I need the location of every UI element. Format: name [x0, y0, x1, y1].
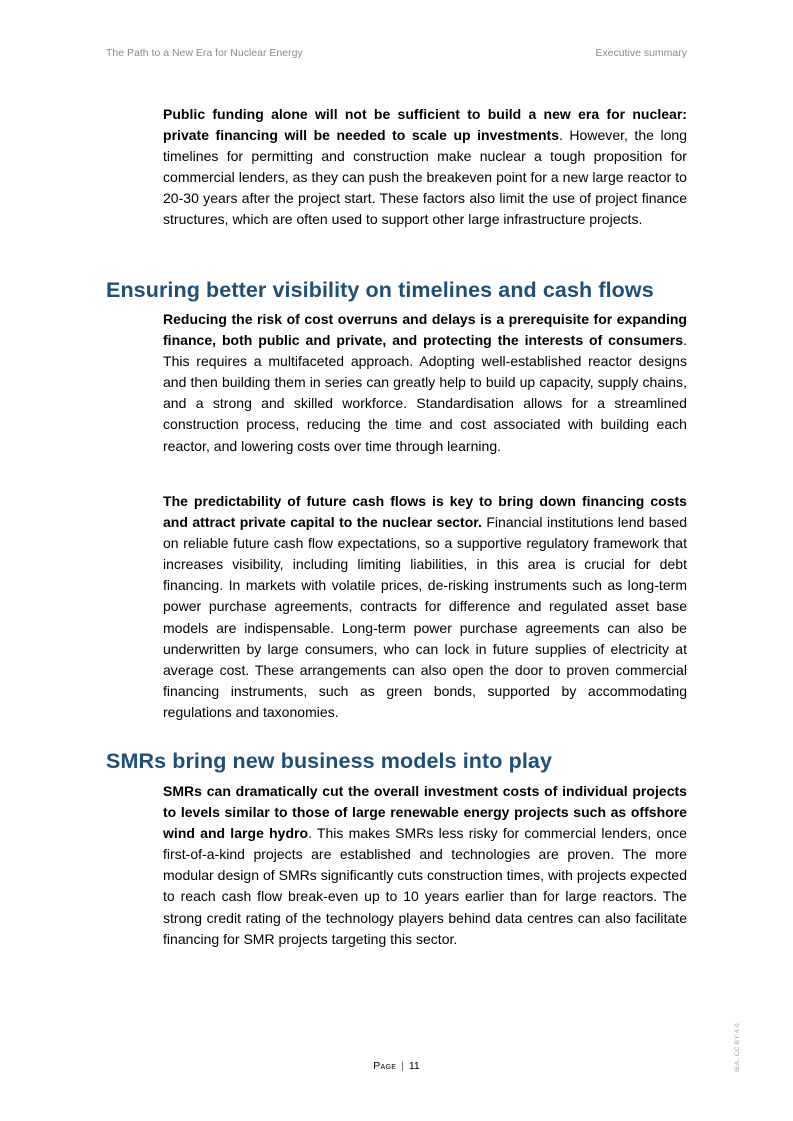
paragraph-lead-bold: Reducing the risk of cost overruns and delays is a prerequisite for expanding finance, both public and private, and protecting the interests of consumers	[163, 311, 687, 349]
paragraph-cost-overruns	[163, 309, 687, 457]
section-heading-visibility: Ensuring better visibility on timelines and cash flows	[106, 278, 654, 302]
paragraph-lead-bold: Public funding alone will not be sufficient to build a new era for nuclear: private financing will be needed to scale up investments	[163, 106, 687, 144]
paragraph-body: . This makes SMRs less risky for commercial lenders, once first-of-a-kind projects are established and technologies are proven. The more modular design of SMRs significantly cuts construction times, with projects expected to reach cash flow break-even up to 10 years earlier than for large reactors. The strong credit rating of the technology players behind data centres can also facilitate financing for SMR projects targeting this sector.	[163, 825, 687, 947]
page-number: 11	[408, 1060, 420, 1072]
paragraph-body: . However, the long timelines for permitting and construction make nuclear a tough proposition for commercial lenders, as they can push the breakeven point for a new large reactor to 20-30 years after the project start. These factors also limit the use of project finance structures, which are often used to support other large infrastructure projects.	[163, 127, 687, 228]
paragraph-body: . This requires a multifaceted approach. Adopting well-established reactor designs and then building them in series can greatly help to build up capacity, supply chains, and a strong and skilled workforce. Standardisation allows for a streamlined construction process, reducing the time and cost associated with building each reactor, and lowering costs over time through learning.	[163, 332, 687, 454]
page-footer	[0, 1060, 793, 1072]
page-label: Page	[373, 1060, 397, 1072]
paragraph-body: Financial institutions lend based on reliable future cash flow expectations, so a supportive regulatory framework that increases visibility, including limiting liabilities, in this area is crucial for debt financing. In markets with volatile prices, de-risking instruments such as long-term power purchase agreements, contracts for difference and regulated asset base models are indispensable. Long-term power purchase agreements can also be underwritten by large consumers, who can lock in future supplies of electricity at average cost. These arrangements can also open the door to proven commercial financing instruments, such as green bonds, supported by accommodating regulations and taxonomies.	[163, 514, 687, 720]
paragraph-lead-bold: SMRs can dramatically cut the overall investment costs of individual projects to levels similar to those of large renewable energy projects such as offshore wind and large hydro	[163, 783, 687, 842]
paragraph-cash-flows	[163, 491, 687, 723]
section-heading-smrs: SMRs bring new business models into play	[106, 749, 553, 773]
page-separator: |	[401, 1060, 404, 1072]
running-header-title: The Path to a New Era for Nuclear Energy	[106, 47, 303, 59]
paragraph-lead-bold: The predictability of future cash flows is key to bring down financing costs and attract private capital to the nuclear sector.	[163, 493, 687, 531]
license-notice: IEA. CC BY 4.0.	[734, 1021, 741, 1072]
paragraph-smr-costs	[163, 781, 687, 950]
paragraph-public-funding	[163, 104, 687, 231]
running-header-section: Executive summary	[595, 47, 687, 59]
